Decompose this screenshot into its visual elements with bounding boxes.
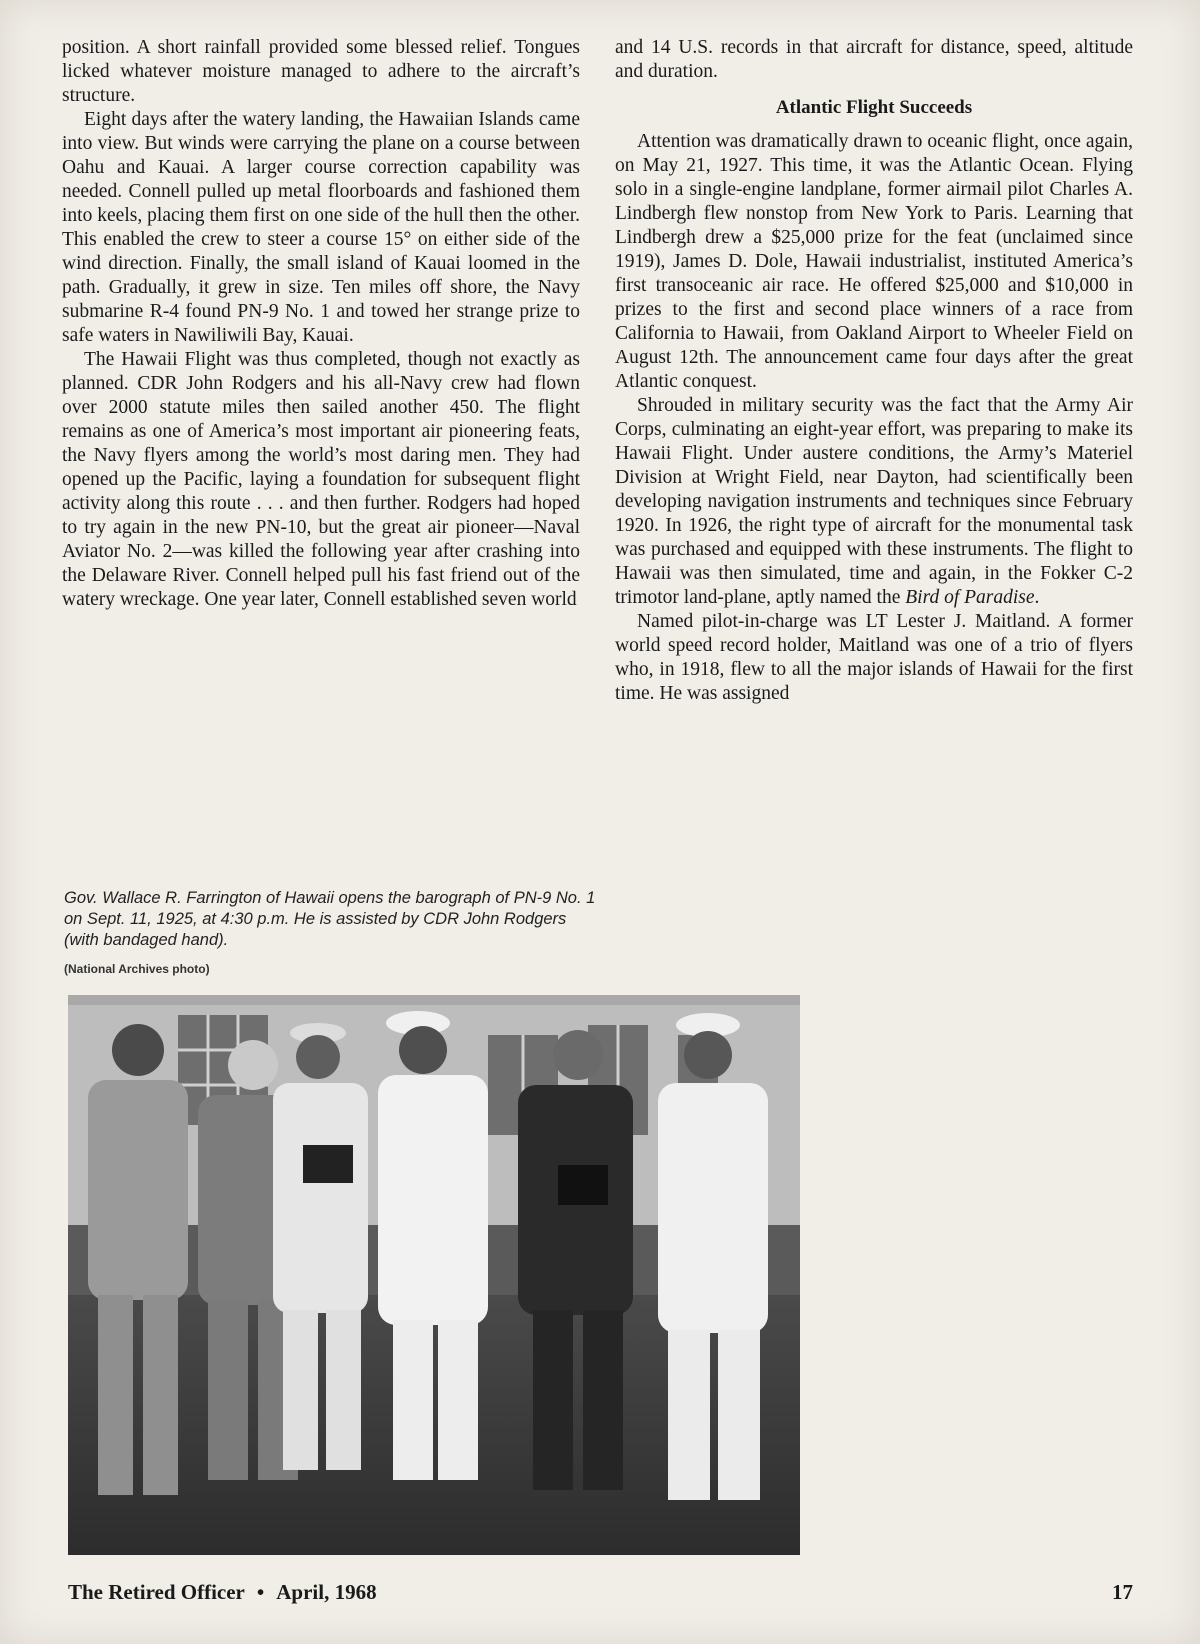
right-paragraph-2: Attention was dramatically drawn to oceanic flight, once again, on May 21, 1927. This time, it was the Atlantic Ocean. Flying solo in a single-engine landplane, former airmail pilot Charles A. Lindbergh flew nonstop from New York to Paris. Learning that Lindbergh drew a $25,000 prize for the feat (unclaimed since 1919), James D. Dole, Hawaii industrialist, instituted America’s first transoceanic air race. He offered $25,000 and $10,000 in prizes to the first and second place winners of a race from California to Hawaii, from Oakland Airport to Wheeler Field on August 12th. The announcement came four days after the great Atlantic conquest. <box>615 131 1133 392</box>
aircraft-name: Bird of Paradise <box>905 587 1035 608</box>
right-paragraph-1: and 14 U.S. records in that aircraft for distance, speed, altitude and duration. <box>615 37 1133 82</box>
section-heading: Atlantic Flight Succeeds <box>775 97 973 118</box>
footer-publication-line <box>68 1580 377 1605</box>
photo-illustration <box>68 995 800 1555</box>
right-paragraph-3-end: . <box>1034 587 1040 608</box>
right-paragraph-4: Named pilot-in-charge was LT Lester J. Maitland. A former world speed record holder, Maitland was one of a trio of flyers who, in 1918, flew to all the major islands of Hawaii for the first time. He was assigned <box>615 611 1133 704</box>
right-paragraph-3 <box>615 394 1133 610</box>
footer-separator: • <box>256 1580 265 1604</box>
left-paragraph-1: position. A short rainfall provided some blessed relief. Tongues licked whatever moisture managed to adhere to the aircraft’s structure. <box>62 37 580 106</box>
page-number: 17 <box>1112 1580 1133 1604</box>
right-paragraph-3-text: Shrouded in military security was the fact that the Army Air Corps, culminating an eight-year effort, was preparing to make its Hawaii Flight. Under austere conditions, the Army’s Materiel Division at Wright Field, near Dayton, had scientifically been developing navigation instruments and techniques since February 1920. In 1926, the right type of aircraft for the monumental task was purchased and equipped with these instruments. The flight to Hawaii was then simulated, time and again, in the Fokker C-2 trimotor land-plane, aptly named the <box>615 395 1133 608</box>
photo-credit: (National Archives photo) <box>64 962 210 976</box>
issue-date: April, 1968 <box>276 1580 377 1604</box>
right-column <box>615 36 1133 706</box>
historical-photo <box>68 995 800 1555</box>
publication-name: The Retired Officer <box>68 1580 245 1604</box>
left-column <box>62 36 580 612</box>
left-paragraph-2: Eight days after the watery landing, the Hawaiian Islands came into view. But winds were carrying the plane on a course between Oahu and Kauai. A larger course correction capability was needed. Connell pulled up metal floorboards and fashioned them into keels, placing them first on one side of the hull then the other. This enabled the crew to steer a course 15° on either side of the wind direction. Finally, the small island of Kauai loomed in the path. Gradually, it grew in size. Ten miles off shore, the Navy submarine R-4 found PN-9 No. 1 and towed her strange prize to safe waters in Nawiliwili Bay, Kauai. <box>62 109 580 346</box>
left-paragraph-3: The Hawaii Flight was thus completed, though not exactly as planned. CDR John Rodgers and his all-Navy crew had flown over 2000 statute miles then sailed another 450. The flight remains as one of America’s most important air pioneering feats, the Navy flyers among the world’s most daring men. They had opened up the Pacific, laying a foundation for subsequent flight activity along this route . . . and then further. Rodgers had hoped to try again in the new PN-10, but the great air pioneer—Naval Aviator No. 2—was killed the following year after crashing into the Delaware River. Connell helped pull his fast friend out of the watery wreckage. One year later, Connell established seven world <box>62 349 580 610</box>
photo-caption: Gov. Wallace R. Farrington of Hawaii opens the barograph of PN-9 No. 1 on Sept. 11, 1925, at 4:30 p.m. He is assisted by CDR John Rodgers (with bandaged hand). <box>64 889 596 949</box>
